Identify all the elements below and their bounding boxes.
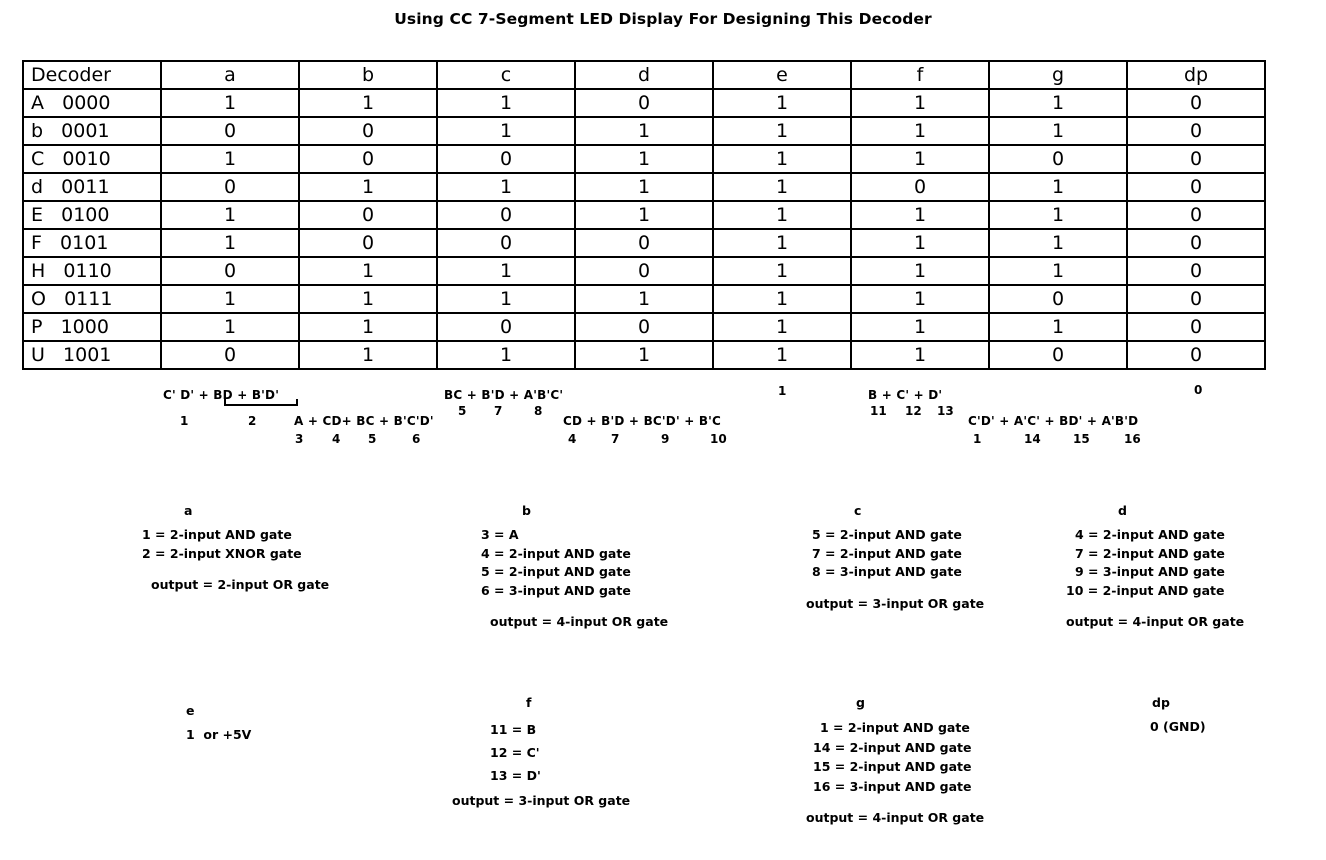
gate-block-b-output: output = 4-input OR gate [490,614,669,629]
expression-d-index-10: 10 [710,432,727,446]
gate-block-b-line-2: 4 = 2-input AND gate [481,545,631,561]
gate-block-c-line-3: 8 = 3-input AND gate [812,564,962,579]
cell-c: 1 [437,341,575,369]
cell-c: 1 [437,257,575,285]
cell-d: 1 [575,201,713,229]
expression-c-index-8: 8 [534,404,543,418]
cell-b: 0 [299,229,437,257]
page-title: Using CC 7-Segment LED Display For Designing This Decoder [394,10,932,28]
expression-a-index-2: 2 [248,414,257,428]
cell-g: 0 [989,285,1127,313]
gate-block-dp [1148,695,1308,737]
gate-block-f-line-2: 12 = C' [490,745,540,760]
cell-dp: 0 [1127,89,1265,117]
cell-a: 0 [161,173,299,201]
expression-d-index-7: 7 [611,432,620,446]
table-row [23,257,1265,285]
cell-b: 0 [299,201,437,229]
cell-b: 1 [299,173,437,201]
row-label: A 0000 [23,89,161,117]
expression-f-index-12: 12 [905,404,922,418]
cell-b: 1 [299,89,437,117]
cell-e: 1 [713,257,851,285]
gate-block-d-title: d [1118,503,1127,518]
gate-block-a-output: output = 2-input OR gate [151,577,330,592]
cell-f: 1 [851,117,989,145]
cell-e: 1 [713,313,851,341]
gate-block-e [150,703,350,745]
expression-f-index-11: 11 [870,404,887,418]
gate-block-f-title: f [526,695,532,710]
cell-a: 1 [161,145,299,173]
expression-c-index-5: 5 [458,404,467,418]
cell-c: 1 [437,117,575,145]
cell-g: 0 [989,145,1127,173]
cell-e: 1 [713,285,851,313]
gate-block-g-line-2: 14 = 2-input AND gate [813,739,972,755]
gate-block-dp-line-1: 0 (GND) [1150,719,1206,734]
cell-dp: 0 [1127,145,1265,173]
gate-block-c-line-1: 5 = 2-input AND gate [812,527,962,542]
cell-f: 1 [851,341,989,369]
gate-block-c-output: output = 3-input OR gate [806,595,985,611]
gate-block-g-title: g [856,695,865,710]
cell-d: 1 [575,285,713,313]
gate-block-e-title: e [186,703,195,718]
expression-d-index-4: 4 [568,432,577,446]
expression-a: C' D' + BD + B'D' [163,388,280,402]
cell-a: 1 [161,229,299,257]
cell-e: 1 [713,201,851,229]
gate-block-b-title: b [522,503,531,518]
cell-a: 1 [161,285,299,313]
expression-f: B + C' + D' [868,388,943,402]
column-header-decoder: Decoder [23,61,161,89]
cell-g: 1 [989,201,1127,229]
column-header-c: c [437,61,575,89]
expression-b-index-5: 5 [368,432,377,446]
cell-g: 1 [989,117,1127,145]
expression-d-index-9: 9 [661,432,670,446]
cell-dp: 0 [1127,229,1265,257]
cell-d: 1 [575,117,713,145]
cell-f: 1 [851,313,989,341]
cell-dp: 0 [1127,285,1265,313]
gate-block-a-title: a [184,503,193,518]
cell-f: 1 [851,201,989,229]
truth-table-body [23,61,1265,369]
cell-d: 0 [575,313,713,341]
cell-d: 1 [575,145,713,173]
column-header-d: d [575,61,713,89]
gate-block-g [806,695,1016,825]
gate-block-c-title: c [854,503,862,518]
cell-f: 1 [851,285,989,313]
row-label: F 0101 [23,229,161,257]
table-row [23,173,1265,201]
expression-d: CD + B'D + BC'D' + B'C [563,414,722,428]
cell-d: 0 [575,89,713,117]
table-row [23,229,1265,257]
cell-d: 0 [575,257,713,285]
gate-block-a-line-1: 1 = 2-input AND gate [142,527,292,542]
cell-b: 0 [299,117,437,145]
row-label: U 1001 [23,341,161,369]
cell-dp: 0 [1127,117,1265,145]
cell-f: 1 [851,89,989,117]
gate-block-d-line-4: 10 = 2-input AND gate [1066,582,1225,598]
cell-b: 1 [299,313,437,341]
cell-b: 1 [299,341,437,369]
gate-block-f-line-3: 13 = D' [490,768,541,783]
row-label: O 0111 [23,285,161,313]
cell-a: 1 [161,89,299,117]
column-header-a: a [161,61,299,89]
gate-block-b-line-4: 6 = 3-input AND gate [481,582,631,598]
gate-block-d-line-2: 7 = 2-input AND gate [1075,545,1225,561]
cell-c: 0 [437,313,575,341]
cell-a: 1 [161,201,299,229]
gate-block-f-output: output = 3-input OR gate [452,793,631,808]
cell-g: 1 [989,229,1127,257]
cell-c: 1 [437,89,575,117]
table-row [23,145,1265,173]
table-row [23,89,1265,117]
expression-dp: 0 [1194,383,1203,397]
column-header-dp: dp [1127,61,1265,89]
gate-block-d-output: output = 4-input OR gate [1066,614,1245,629]
gate-block-f [452,695,662,808]
column-header-g: g [989,61,1127,89]
cell-dp: 0 [1127,257,1265,285]
gate-block-g-output: output = 4-input OR gate [806,810,985,825]
column-header-e: e [713,61,851,89]
column-header-f: f [851,61,989,89]
gate-block-d [1066,503,1266,629]
cell-dp: 0 [1127,341,1265,369]
cell-b: 1 [299,257,437,285]
expression-b: A + CD+ BC + B'C'D' [294,414,434,428]
cell-g: 1 [989,257,1127,285]
expression-b-index-6: 6 [412,432,421,446]
expression-c-index-7: 7 [494,404,503,418]
cell-a: 0 [161,117,299,145]
table-header-row [23,61,1265,89]
cell-b: 0 [299,145,437,173]
row-label: d 0011 [23,173,161,201]
cell-e: 1 [713,89,851,117]
cell-c: 0 [437,229,575,257]
cell-e: 1 [713,173,851,201]
gate-block-a-line-2: 2 = 2-input XNOR gate [142,545,302,561]
cell-f: 1 [851,257,989,285]
expression-g-index-15: 15 [1073,432,1090,446]
cell-f: 1 [851,145,989,173]
gate-block-g-line-1: 1 = 2-input AND gate [820,720,970,735]
cell-g: 1 [989,89,1127,117]
expression-c: BC + B'D + A'B'C' [444,388,564,402]
cell-c: 0 [437,145,575,173]
row-label: E 0100 [23,201,161,229]
cell-c: 1 [437,285,575,313]
table-row [23,117,1265,145]
gate-block-g-line-4: 16 = 3-input AND gate [813,778,972,794]
cell-c: 0 [437,201,575,229]
gate-block-b-line-3: 5 = 2-input AND gate [481,564,631,579]
gate-block-dp-title: dp [1152,695,1170,710]
cell-f: 0 [851,173,989,201]
table-row [23,285,1265,313]
cell-e: 1 [713,229,851,257]
cell-g: 1 [989,173,1127,201]
cell-a: 0 [161,341,299,369]
row-label: H 0110 [23,257,161,285]
truth-table [22,60,1266,370]
expression-a-index-1: 1 [180,414,189,428]
table-row [23,313,1265,341]
row-label: b 0001 [23,117,161,145]
cell-e: 1 [713,341,851,369]
cell-a: 0 [161,257,299,285]
gate-block-d-line-1: 4 = 2-input AND gate [1075,527,1225,542]
expression-g-index-1: 1 [973,432,982,446]
expression-g: C'D' + A'C' + BD' + A'B'D [968,414,1139,428]
row-label: P 1000 [23,313,161,341]
expression-g-index-14: 14 [1024,432,1041,446]
expression-b-index-4: 4 [332,432,341,446]
gate-block-g-line-3: 15 = 2-input AND gate [813,759,972,774]
cell-d: 1 [575,341,713,369]
table-row [23,341,1265,369]
cell-d: 1 [575,173,713,201]
gate-block-c [806,503,1006,611]
gate-block-b [481,503,701,629]
gate-block-a [142,503,342,592]
cell-b: 1 [299,285,437,313]
cell-dp: 0 [1127,173,1265,201]
expression-e: 1 [778,384,787,398]
expression-g-index-16: 16 [1124,432,1141,446]
gate-block-f-line-1: 11 = B [490,722,537,737]
cell-e: 1 [713,145,851,173]
row-label: C 0010 [23,145,161,173]
cell-d: 0 [575,229,713,257]
cell-dp: 0 [1127,201,1265,229]
gate-block-e-line-1: 1 or +5V [186,727,252,742]
column-header-b: b [299,61,437,89]
expression-a-underbrace [224,399,298,406]
cell-a: 1 [161,313,299,341]
cell-e: 1 [713,117,851,145]
gate-block-d-line-3: 9 = 3-input AND gate [1075,564,1225,579]
cell-f: 1 [851,229,989,257]
cell-g: 1 [989,313,1127,341]
table-row [23,201,1265,229]
cell-g: 0 [989,341,1127,369]
gate-block-b-line-1: 3 = A [481,527,519,542]
cell-dp: 0 [1127,313,1265,341]
gate-block-c-line-2: 7 = 2-input AND gate [812,545,962,561]
expression-b-index-3: 3 [295,432,304,446]
expression-f-index-13: 13 [937,404,954,418]
cell-c: 1 [437,173,575,201]
